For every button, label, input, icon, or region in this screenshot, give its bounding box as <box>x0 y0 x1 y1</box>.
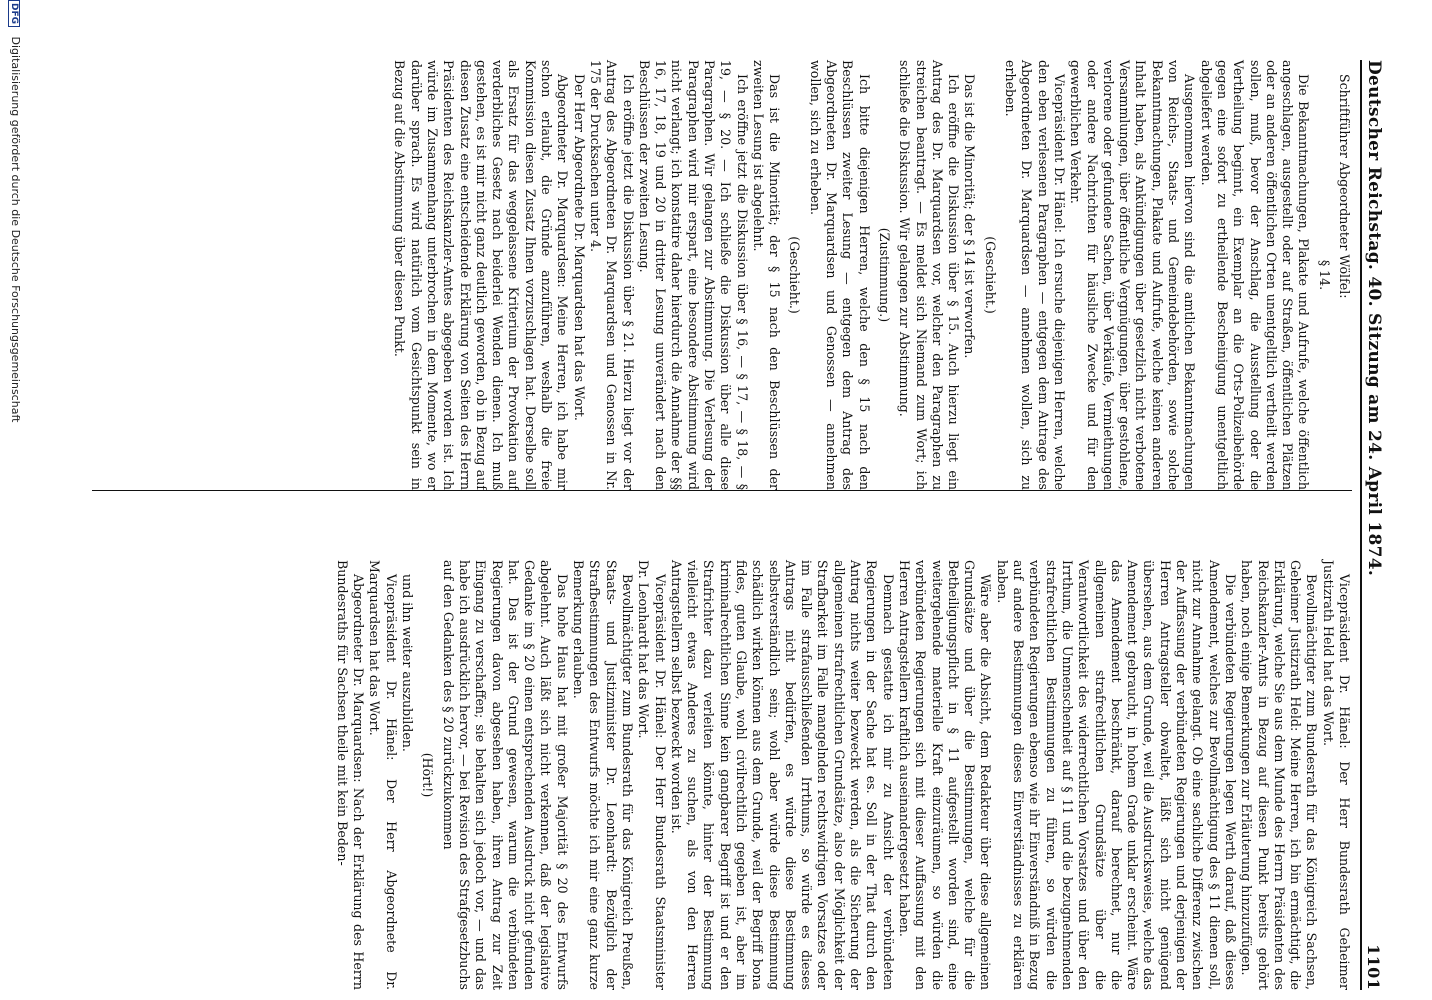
paragraph: Das ist die Minorität; der § 15 nach den Beschlüssen der zweiten Lesung ist abgelehnt. <box>750 60 783 490</box>
paragraph: Das ist die Minorität; der § 14 ist verworfen. <box>962 74 978 359</box>
paragraph: Vicepräsident Dr. Hänel: Ich ersuche diejenigen Herren, welche den eben verlesenen Paragraphen — entgegen dem Antrage des Abgeordneten Dr. Marquardsen — annehmen wollen, sich zu erheben. <box>1003 60 1067 490</box>
paragraph: Ich eröffne jetzt die Diskussion über § 21. Hierzu liegt vor der Antrag des Abgeordneten Dr. Marquardsen und Genossen in Nr. 175 der Drucksachen unter 4. <box>587 60 636 490</box>
paragraph: Bevollmächtigter zum Bundesrath für das Königreich Sachsen, Geheimer Justizrath Held: Meine Herren, ich bin ermächtigt, die Erklärung, welche Sie aus dem Munde des Herrn Präsidenten des Reichskanzler-Amts in Bezug auf diesen Punkt bereits gehört haben, noch einige Bemerkungen zur Erläuterung hinzuzufügen. <box>1239 560 1320 990</box>
paragraph: Abgeordneter Dr. Marquardsen: Nach der Erklärung des Herrn Bundesraths für Sachsen theile mit kein Beden- <box>334 560 367 990</box>
paragraph: Der Herr Abgeordnete Dr. Marquardsen hat das Wort. <box>571 74 587 421</box>
paragraph: Vicepräsident Dr. Hänel: Der Herr Abgeordnete Dr. Marquardsen hat das Wort. <box>367 560 399 990</box>
centered-line: (Geschieht.) <box>982 236 998 314</box>
header-rule <box>1360 60 1362 990</box>
header-title: Deutscher Reichstag. 40. Sitzung am 24. April 1874. <box>1364 60 1384 577</box>
paragraph: Die Bekanntmachungen, Plakate und Aufrufe, welche öffentlich angeschlagen, ausgestellt oder auf Straßen, öffentlichen Plätzen oder an anderen öffentlichen Orten unentgeltlich vertheilt werden sollen, muß, bevor der Anschlag, die Ausstellung oder die Vertheilung beginnt, ein Exemplar an die Orts-Polizeibehörde gegen eine sofort zu ertheilende Bescheinigung unentgeltlich abgeliefert werden. <box>1198 60 1312 490</box>
centered-line: (Geschieht.) <box>787 236 803 314</box>
column-divider <box>92 490 1352 491</box>
dfg-logo: DFG <box>8 0 20 27</box>
centered-line: (Zustimmung.) <box>876 227 892 323</box>
left-column <box>391 60 1352 490</box>
paragraph: Wäre aber die Absicht, dem Redakteur über diese allgemeinen Grundsätze und über die Bestimmungen, welche für die Betheiligungspflicht in § 11 aufgestellt worden sind, eine weitergehende materielle Kraft einzuräumen, so würden die verbündeten Regierungen sich mit dieser Auffassung mit den Herren Antragstellern kraftlich auseinandergesetzt haben. <box>896 560 994 990</box>
paragraph: Bevollmächtigter zum Bundesrath für das Königreich Preußen, Staats- und Justizminister Dr. Leonhardt: Bezüglich der Strafbestimmungen des Entwurfs möchte ich mir eine ganz kurze Bemerkung erlauben. <box>571 560 635 990</box>
footer-credit: Digitalisierung gefördert durch die Deutsche Forschungsgemeinschaft <box>9 36 22 423</box>
paragraph: Ausgenommen hiervon sind die amtlichen Bekanntmachungen von Reichs-, Staats- und Gemeindebehörden, sowie solche Bekanntmachungen, Plakate und Aufrufe, welche keinen anderen Inhalt haben, als Ankündigungen über gesetzlich nicht verbotene Versammlungen, über öffentliche Vergnügungen, über gestohlene, verlorene oder gefundene Sachen, über Verkäufe, Vermiethungen oder andere Nachrichten für häusliche Zwecke und für den gewerblichen Verkehr. <box>1068 60 1198 490</box>
paragraph: und ihn weiter auszubilden. <box>400 574 416 752</box>
paragraph: Die verbündeten Regierungen legen Werth darauf, daß dieses Amendement, welches zur Bevollmächtigung des § 11 dienen soll, nicht zur Annahme gelangt. Ob eine sachliche Differenz zwischen der Auffassung der verbündeten Regierungen und derjenigen der Herren Antragsteller obwaltet, läßt sich nicht genügend übersehen, aus dem Grunde, weil die Ausdrucksweise, welche das Amendement gebraucht, in hohem Grade unklar erscheint. Wäre das Amendement beschränkt, darauf berechnet, nur die allgemeinen strafrechtlichen Grundsätze über die Verantwortlichkeit des widerrechtlichen Vorsatzes und über den Irrthum, die Unmenschenheit auf § 11 und die bezugnehmenden strafrechtlichen Bestimmungen zu führen, so würden die verbündeten Regierungen ebenso wie ihr Einverständniß in Bezug auf andere Bestimmungen dieses Einverständnisses zu erklären haben. <box>994 560 1238 990</box>
centered-line: § 14. <box>1316 259 1332 291</box>
centered-line: (Hört!) <box>420 752 436 798</box>
paragraph: Vicepräsident Dr. Hänel: Der Herr Bundesrath Geheimer Justizrath Held hat das Wort. <box>1320 560 1352 990</box>
paragraph: Schriftführer Abgeordneter Wölfel: <box>1337 74 1352 299</box>
paragraph: Vicepräsident Dr. Hänel: Der Herr Bundesrath Staatsminister Dr. Leonhardt hat das Wort. <box>636 560 668 990</box>
paragraph: Demnach gestatte ich mir zu Ansicht der verbündeten Regierungen in der Sache hat es. Soll in der That durch den Antrag nichts weiter bezweckt werden, als die Sicherung der allgemeinen strafrechtlichen Grundsätze, also der Möglichkeit der Strafbarkeit im Falle mangelnden rechtswidrigen Vorsatzes oder im Falle strafausschließenden Irrthums, so würde es dieses Antrags nicht bedürfen, es würde diese Bestimmung selbstverständlich sein; wohl aber würde diese Bestimmung schädlich wirken können aus dem Grunde, weil der Begriff bona fides, guten Glaube, wohl civilrechtlich gegeben ist, aber im kriminalrechtlichen Sinne kein gangbarer Begriff ist und er den Strafrichter dazu verleiten könnte, hinter der Bestimmung vielleicht etwas Anderes zu suchen, als von den Herren Antragstellern selbst bezweckt worden ist. <box>668 560 896 990</box>
footer <box>8 0 22 1000</box>
paragraph: Ich eröffne jetzt die Diskussion über § 16, — § 17, — § 18, — § 19, — § 20. — Ich schließe die Diskussion über alle diese Paragraphen. Wir gelangen zur Abstimmung. Die Verlesung der Paragraphen wird mir erspart, eine besondere Abstimmung wird nicht verlangt; ich konstatire daher hierdurch die Annahme der §§ 16, 17, 18, 19 und 20 in dritter Lesung unverändert nach den Beschlüssen der zweiten Lesung. <box>636 60 750 490</box>
paragraph: Ich eröffne die Diskussion über § 15. Auch hierzu liegt ein Antrag des Dr. Marquardsen vor, welcher den Paragraphen zu streichen beantragt. — Es meldet sich Niemand zum Wort; ich schließe die Diskussion. Wir gelangen zur Abstimmung. <box>897 60 962 490</box>
page-header <box>1364 60 1394 990</box>
right-column <box>334 560 1352 990</box>
page-number: 1101 <box>1364 944 1383 990</box>
paragraph: Abgeordneter Dr. Marquardsen: Meine Herren, ich habe mir schon erlaubt, die Gründe anzuführen, weshalb die freie Kommission diesen Zusatz Ihnen vorzuschlagen hat. Derselbe soll als Ersatz für das weggelassene Kriterium der Provokation auf verderbliches Gesetz nach beiderlei Wenden dienen. Ich muß gestehen, es ist mir nicht ganz deutlich geworden, ob in Bezug auf diesen Zusatz eine entscheidende Erklärung von Seiten des Herrn Präsidenten des Reichskanzler-Amtes abgegeben worden ist. Ich würde im Zusammenhang unterbrochen in dem Momente, wo er darüber sprach. Es wird natürlich vom Gesichtspunkt sein in Bezug auf die Abstimmung über diesen Punkt. <box>392 60 571 490</box>
paragraph: Ich bitte diejenigen Herren, welche den § 15 nach den Beschlüssen zweiter Lesung — entgegen dem Antrag des Abgeordneten Dr. Marquardsen und Genossen — annehmen wollen, sich zu erheben. <box>807 60 872 490</box>
paragraph: Das hohe Haus hat mit großer Majorität § 20 des Entwurfs abgelehnt. Auch läßt sich nicht verkennen, daß der legislative Gedanke im § 20 einen entsprechenden Ausdruck nicht gefunden hat. Das ist der Grund gewesen, warum die verbündeten Regierungen davon abgesehen haben, ihren Antrag zur Zeit Eingang zu verschaffen; sie behalten sich jedoch vor, — und das habe ich ausdrücklich hervor, — bei Revision des Strafgesetzbuchs auf den Gedanken des § 20 zurückzukommen <box>440 560 570 990</box>
